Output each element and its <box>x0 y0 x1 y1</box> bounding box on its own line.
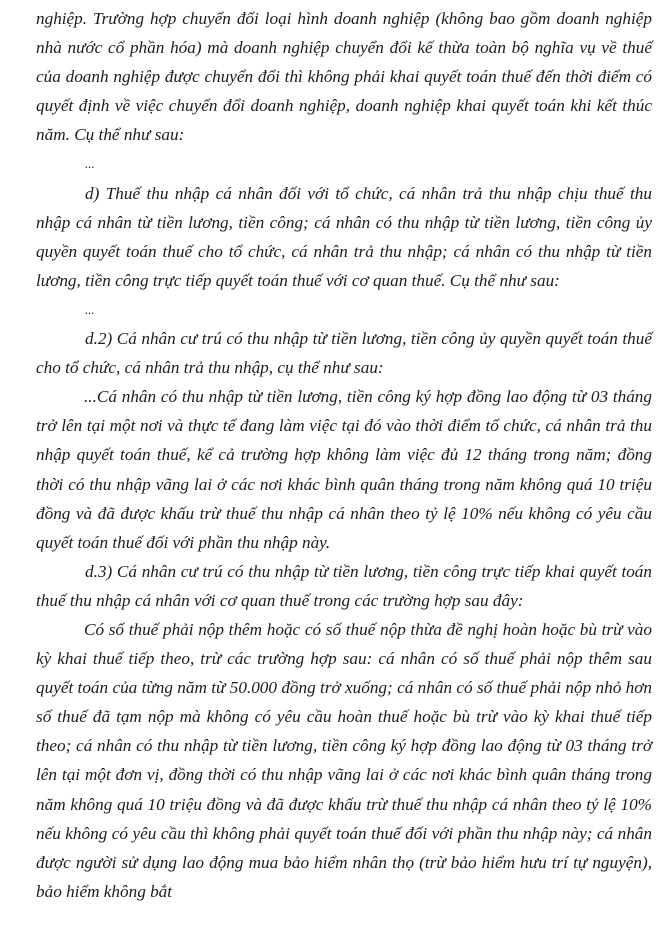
paragraph-d: d) Thuế thu nhập cá nhân đối với tổ chức, cá nhân trả thu nhập chịu thuế thu nhập cá nhân từ tiền lương, tiền công; cá nhân có thu nhập từ tiền lương, tiền công ủy quyền quyết toán thuế cho tổ chức, cá nhân trả thu nhập; cá nhân có thu nhập từ tiền lương, tiền công trực tiếp quyết toán thuế với cơ quan thuế. Cụ thể như sau: <box>36 183 652 290</box>
paragraph-d3-detail: Có số thuế phải nộp thêm hoặc có số thuế nộp thừa đề nghị hoàn hoặc bù trừ vào kỳ khai thuế tiếp theo, trừ các trường hợp sau: cá nhân có số thuế phải nộp thêm sau quyết toán của từng năm từ 50.000 đồng trở xuống; cá nhân có số thuế phải nộp nhỏ hơn số thuế đã tạm nộp mà không có yêu cầu hoàn thuế hoặc bù trừ vào kỳ khai thuế tiếp theo; cá nhân có thu nhập từ tiền lương, tiền công ký hợp đồng lao động từ 03 tháng trở lên tại một đơn vị, đồng thời có thu nhập vãng lai ở các nơi khác bình quân tháng trong năm không quá 10 triệu đồng và đã được khấu trừ thuế thu nhập cá nhân theo tỷ lệ 10% nếu không có yêu cầu thì không phải quyết toán thuế đối với phần thu nhập này; cá nhân được người sử dụng lao động mua bảo hiểm nhân thọ (trừ bảo hiểm hưu trí tự nguyện), bảo hiểm không bắt <box>36 619 652 901</box>
paragraph-d2-detail: ...Cá nhân có thu nhập từ tiền lương, tiền công ký hợp đồng lao động từ 03 tháng trở lên tại một nơi và thực tế đang làm việc tại đó vào thời điểm tổ chức, cá nhân trả thu nhập quyết toán thuế, kể cả trường hợp không làm việc đủ 12 tháng trong năm; đồng thời có thu nhập vãng lai ở các nơi khác bình quân tháng trong năm không quá 10 triệu đồng và đã được khấu trừ thuế thu nhập cá nhân theo tỷ lệ 10% nếu không có yêu cầu quyết toán thuế đối với phần thu nhập này. <box>36 387 652 552</box>
paragraph-d2: d.2) Cá nhân cư trú có thu nhập từ tiền lương, tiền công ủy quyền quyết toán thuế cho tổ chức, cá nhân trả thu nhập, cụ thể như sau: <box>36 329 652 378</box>
paragraph-d3: d.3) Cá nhân cư trú có thu nhập từ tiền lương, tiền công trực tiếp khai quyết toán thuế thu nhập cá nhân với cơ quan thuế trong các trường hợp sau đây: <box>36 561 652 610</box>
ellipsis-2: ... <box>85 301 95 317</box>
paragraph-1: nghiệp. Trường hợp chuyển đổi loại hình doanh nghiệp (không bao gồm doanh nghiệp nhà nước cổ phần hóa) mà doanh nghiệp chuyển đổi kế thừa toàn bộ nghĩa vụ về thuế của doanh nghiệp được chuyển đổi thì không phải khai quyết toán thuế đến thời điểm có quyết định về việc chuyển đổi doanh nghiệp, doanh nghiệp khai quyết toán khi kết thúc năm. Cụ thể như sau: <box>36 9 652 145</box>
ellipsis-1: ... <box>85 156 95 172</box>
